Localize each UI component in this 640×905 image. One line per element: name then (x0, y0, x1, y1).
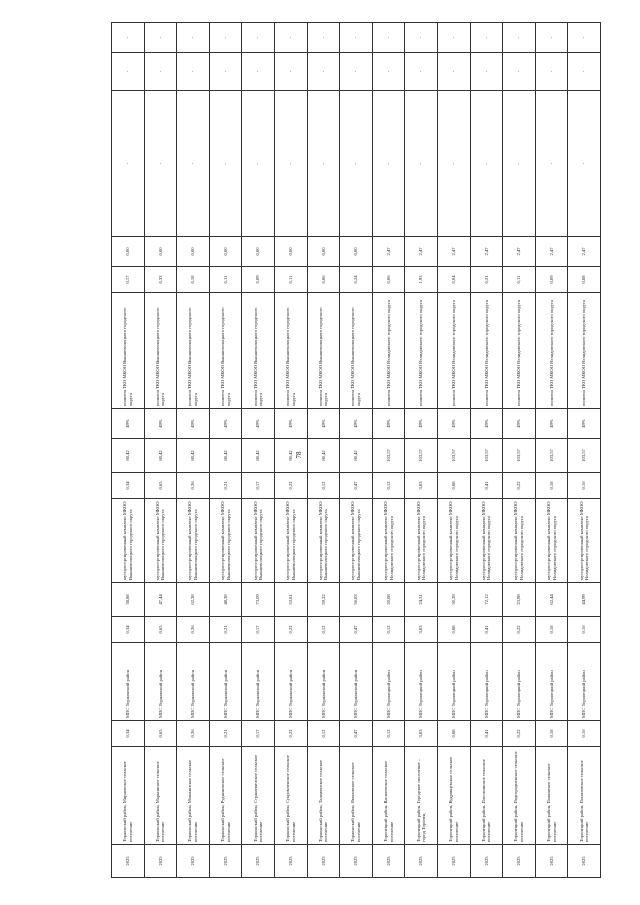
cell-sorting-facility: мусоросортировочный комплекс МКОО Нелидовского городского округа (503, 499, 536, 583)
cell-sorting-facility: мусоросортировочный комплекс МКОО Вышневолоцкого городского округа (209, 499, 242, 583)
cell-landfill-facility: полигон ТКО МКОО Вышневолоцкого городского округа (340, 293, 373, 409)
cell-sorted-volume: 0,12 (307, 473, 340, 499)
cell-distance-to-landfill: 103,57 (535, 439, 568, 473)
cell-transferred-volume: 0,22 (274, 617, 307, 643)
cell-sorting-facility: мусоросортировочный комплекс МКОО Вышневолоцкого городского округа (177, 499, 210, 583)
cell-distance-remaining: 0,00 (242, 237, 275, 267)
cell-landfilled-volume: 0,04 (437, 267, 470, 293)
cell-sorted-volume: 0,41 (470, 473, 503, 499)
cell-sorting-facility: мусоросортировочный комплекс МКОО Нелидовского городского округа (405, 499, 438, 583)
cell-distance-remaining: 0,00 (177, 237, 210, 267)
cell-distance-to-landfill: 103,57 (405, 439, 438, 473)
cell-other-facility: - (503, 91, 536, 237)
cell-share-landfilled: 49% (405, 409, 438, 439)
cell-landfilled-volume: 0,33 (144, 267, 177, 293)
cell-distance-to-sorting: 53,81 (274, 583, 307, 617)
cell-landfill-facility: полигон ТКО МКОО Нелидовского городского округа (535, 293, 568, 409)
cell-landfilled-volume: 0,11 (274, 267, 307, 293)
table-row (405, 23, 438, 878)
cell-transfer-station: МПС Торжокский район (144, 643, 177, 721)
cell-other-facility: - (274, 91, 307, 237)
cell-other-volume: - (568, 53, 601, 91)
cell-other-volume: - (307, 53, 340, 91)
cell-distance-to-landfill: 80,42 (242, 439, 275, 473)
cell-sorting-facility: мусоросортировочный комплекс МКОО Вышневолоцкого городского округа (112, 499, 145, 583)
cell-transfer-station: МПС Торопецкий район (503, 643, 536, 721)
cell-year: 2025 (405, 845, 438, 878)
table-row (470, 23, 503, 878)
cell-share-landfilled: 49% (307, 409, 340, 439)
cell-settlement: Торжокский район, Яконовское сельское поселение (340, 747, 373, 845)
table-row (340, 23, 373, 878)
cell-distance-to-sorting: 50,28 (437, 583, 470, 617)
cell-distance-to-landfill: 80,42 (144, 439, 177, 473)
cell-landfill-facility: полигон ТКО МКОО Нелидовского городского округа (372, 293, 405, 409)
cell-other-volume: - (437, 53, 470, 91)
cell-other-volume: - (242, 53, 275, 91)
cell-landfilled-volume: 0,11 (503, 267, 536, 293)
cell-other-volume: - (535, 53, 568, 91)
cell-other-volume: - (372, 53, 405, 91)
table-row (568, 23, 601, 878)
table-row (372, 23, 405, 878)
cell-waste-volume: 0,22 (503, 721, 536, 747)
cell-other-facility: - (144, 91, 177, 237)
cell-transfer-station: МПС Торопецкий район (470, 643, 503, 721)
cell-other-share: - (437, 23, 470, 53)
cell-sorting-facility: мусоросортировочный комплекс МКОО Нелидовского городского округа (372, 499, 405, 583)
cell-year: 2025 (144, 845, 177, 878)
table-row (307, 23, 340, 878)
cell-sorted-volume: 0,47 (340, 473, 373, 499)
cell-waste-volume: 0,34 (112, 721, 145, 747)
cell-distance-remaining: 2,47 (535, 237, 568, 267)
cell-distance-remaining: 2,47 (568, 237, 601, 267)
cell-share-landfilled: 49% (177, 409, 210, 439)
cell-transferred-volume: 0,34 (112, 617, 145, 643)
cell-other-share: - (242, 23, 275, 53)
cell-waste-volume: 0,36 (177, 721, 210, 747)
cell-sorting-facility: мусоросортировочный комплекс МКОО Нелидовского городского округа (437, 499, 470, 583)
cell-other-volume: - (405, 53, 438, 91)
cell-distance-remaining: 0,00 (144, 237, 177, 267)
cell-other-volume: - (274, 53, 307, 91)
cell-waste-volume: 0,16 (568, 721, 601, 747)
cell-waste-volume: 0,47 (340, 721, 373, 747)
cell-distance-to-landfill: 103,57 (470, 439, 503, 473)
table-row (242, 23, 275, 878)
cell-transfer-station: МПС Торжокский район (274, 643, 307, 721)
table-row (177, 23, 210, 878)
cell-other-share: - (372, 23, 405, 53)
cell-transfer-station: МПС Торопецкий район (405, 643, 438, 721)
cell-other-volume: - (112, 53, 145, 91)
cell-distance-to-sorting: 73,09 (242, 583, 275, 617)
cell-settlement: Торжокский район, Мирновское сельское поселение (112, 747, 145, 845)
cell-other-share: - (405, 23, 438, 53)
cell-sorting-facility: мусоросортировочный комплекс МКОО Нелидовского городского округа (568, 499, 601, 583)
cell-transfer-station: МПС Торжокский район (209, 643, 242, 721)
cell-transferred-volume: 0,18 (535, 617, 568, 643)
cell-settlement: Торопецкий район, Понизовское сельское поселение (568, 747, 601, 845)
cell-landfilled-volume: 0,24 (340, 267, 373, 293)
cell-distance-to-sorting: 38,88 (112, 583, 145, 617)
cell-year: 2025 (112, 845, 145, 878)
cell-settlement: Торопецкий район, Плоскошское сельское поселение (470, 747, 503, 845)
cell-share-landfilled: 49% (503, 409, 536, 439)
cell-landfill-facility: полигон ТКО МКОО Нелидовского городского округа (405, 293, 438, 409)
cell-distance-remaining: 2,47 (503, 237, 536, 267)
cell-landfilled-volume: 0,06 (307, 267, 340, 293)
cell-other-volume: - (144, 53, 177, 91)
cell-other-volume: - (177, 53, 210, 91)
cell-settlement: Торжокский район, Таложенское сельское поселение (307, 747, 340, 845)
cell-distance-to-landfill: 80,42 (209, 439, 242, 473)
cell-year: 2025 (242, 845, 275, 878)
cell-share-landfilled: 49% (144, 409, 177, 439)
cell-distance-to-landfill: 80,42 (112, 439, 145, 473)
cell-other-volume: - (209, 53, 242, 91)
cell-landfilled-volume: 0,18 (177, 267, 210, 293)
cell-year: 2025 (437, 845, 470, 878)
cell-distance-remaining: 2,47 (437, 237, 470, 267)
cell-waste-volume: 3,83 (405, 721, 438, 747)
cell-landfill-facility: полигон ТКО МКОО Вышневолоцкого городского округа (209, 293, 242, 409)
cell-share-landfilled: 49% (372, 409, 405, 439)
cell-waste-volume: 0,18 (535, 721, 568, 747)
cell-transfer-station: МПС Торжокский район (340, 643, 373, 721)
cell-year: 2025 (177, 845, 210, 878)
cell-sorted-volume: 0,21 (209, 473, 242, 499)
cell-other-facility: - (568, 91, 601, 237)
cell-other-facility: - (242, 91, 275, 237)
cell-distance-to-sorting: 62,44 (535, 583, 568, 617)
waste-flow-table (111, 22, 601, 878)
cell-distance-to-sorting: 72,12 (470, 583, 503, 617)
cell-distance-remaining: 2,47 (470, 237, 503, 267)
cell-sorted-volume: 0,12 (372, 473, 405, 499)
cell-transferred-volume: 0,65 (144, 617, 177, 643)
cell-landfill-facility: полигон ТКО МКОО Нелидовского городского округа (503, 293, 536, 409)
cell-other-share: - (209, 23, 242, 53)
cell-year: 2025 (503, 845, 536, 878)
cell-other-volume: - (503, 53, 536, 91)
cell-settlement: Торжокский район, Сукромленское сельское поселение (274, 747, 307, 845)
cell-other-share: - (535, 23, 568, 53)
cell-transfer-station: МПС Торжокский район (112, 643, 145, 721)
cell-transfer-station: МПС Торопецкий район (437, 643, 470, 721)
cell-transfer-station: МПС Торжокский район (242, 643, 275, 721)
cell-sorted-volume: 3,83 (405, 473, 438, 499)
cell-year: 2025 (274, 845, 307, 878)
cell-transferred-volume: 0,47 (340, 617, 373, 643)
cell-sorted-volume: 0,36 (177, 473, 210, 499)
cell-transferred-volume: 0,12 (307, 617, 340, 643)
cell-share-landfilled: 49% (209, 409, 242, 439)
cell-waste-volume: 0,21 (209, 721, 242, 747)
cell-other-facility: - (405, 91, 438, 237)
cell-year: 2025 (307, 845, 340, 878)
table-row (144, 23, 177, 878)
cell-year: 2025 (470, 845, 503, 878)
cell-landfill-facility: полигон ТКО МКОО Вышневолоцкого городского округа (177, 293, 210, 409)
cell-other-share: - (307, 23, 340, 53)
cell-landfilled-volume: 0,06 (372, 267, 405, 293)
cell-transfer-station: МПС Торопецкий район (372, 643, 405, 721)
cell-settlement: Торжокский район, Страшевичское сельское поселение (242, 747, 275, 845)
cell-share-landfilled: 49% (437, 409, 470, 439)
cell-transfer-station: МПС Торжокский район (177, 643, 210, 721)
cell-settlement: Торопецкий район, Подгородненское сельское поселение (503, 747, 536, 845)
cell-distance-to-sorting: 48,38 (209, 583, 242, 617)
cell-other-volume: - (340, 53, 373, 91)
table-row (437, 23, 470, 878)
cell-settlement: Торжокский район, Марьинское сельское поселение (144, 747, 177, 845)
cell-other-facility: - (340, 91, 373, 237)
cell-sorted-volume: 0,08 (437, 473, 470, 499)
cell-landfill-facility: полигон ТКО МКОО Вышневолоцкого городского округа (112, 293, 145, 409)
cell-transferred-volume: 0,17 (242, 617, 275, 643)
cell-other-share: - (274, 23, 307, 53)
cell-sorted-volume: 0,17 (242, 473, 275, 499)
cell-sorting-facility: мусоросортировочный комплекс МКОО Вышневолоцкого городского округа (242, 499, 275, 583)
cell-settlement: Торжокский район, Рудниковское сельское поселение (209, 747, 242, 845)
cell-other-share: - (144, 23, 177, 53)
cell-sorting-facility: мусоросортировочный комплекс МКОО Вышневолоцкого городского округа (144, 499, 177, 583)
cell-share-landfilled: 49% (568, 409, 601, 439)
cell-other-facility: - (209, 91, 242, 237)
cell-transferred-volume: 0,08 (437, 617, 470, 643)
cell-settlement: Торопецкий район, Кудрявцевское сельское поселение (437, 747, 470, 845)
cell-distance-remaining: 0,00 (340, 237, 373, 267)
cell-waste-volume: 0,12 (307, 721, 340, 747)
cell-other-share: - (568, 23, 601, 53)
cell-other-share: - (177, 23, 210, 53)
cell-distance-to-landfill: 103,57 (437, 439, 470, 473)
cell-distance-to-landfill: 80,42 (307, 439, 340, 473)
table-row (112, 23, 145, 878)
cell-distance-remaining: 0,00 (112, 237, 145, 267)
cell-year: 2025 (535, 845, 568, 878)
cell-distance-to-sorting: 47,44 (144, 583, 177, 617)
cell-transferred-volume: 0,21 (209, 617, 242, 643)
cell-distance-to-sorting: 62,38 (177, 583, 210, 617)
cell-landfill-facility: полигон ТКО МКОО Вышневолоцкого городского округа (274, 293, 307, 409)
cell-sorting-facility: мусоросортировочный комплекс МКОО Вышневолоцкого городского округа (340, 499, 373, 583)
cell-transferred-volume: 3,83 (405, 617, 438, 643)
cell-transfer-station: МПС Торопецкий район (568, 643, 601, 721)
cell-sorted-volume: 0,22 (503, 473, 536, 499)
cell-share-landfilled: 49% (242, 409, 275, 439)
cell-share-landfilled: 49% (340, 409, 373, 439)
cell-distance-to-landfill: 80,42 (274, 439, 307, 473)
cell-landfilled-volume: 0,21 (470, 267, 503, 293)
cell-waste-volume: 0,08 (437, 721, 470, 747)
table-row (535, 23, 568, 878)
cell-landfilled-volume: 0,08 (568, 267, 601, 293)
cell-other-share: - (503, 23, 536, 53)
cell-share-landfilled: 49% (274, 409, 307, 439)
cell-year: 2025 (568, 845, 601, 878)
page-number: 78 (295, 451, 303, 459)
cell-waste-volume: 0,17 (242, 721, 275, 747)
cell-distance-to-landfill: 103,57 (372, 439, 405, 473)
cell-other-volume: - (470, 53, 503, 91)
cell-distance-remaining: 0,00 (209, 237, 242, 267)
cell-other-facility: - (177, 91, 210, 237)
cell-distance-to-landfill: 80,42 (177, 439, 210, 473)
cell-landfill-facility: полигон ТКО МКОО Нелидовского городского округа (437, 293, 470, 409)
cell-sorting-facility: мусоросортировочный комплекс МКОО Нелидовского городского округа (470, 499, 503, 583)
cell-share-landfilled: 49% (470, 409, 503, 439)
table-row (274, 23, 307, 878)
cell-sorted-volume: 0,34 (112, 473, 145, 499)
cell-landfilled-volume: 0,17 (112, 267, 145, 293)
rotated-table-area (111, 36, 601, 878)
cell-distance-remaining: 0,00 (307, 237, 340, 267)
cell-other-facility: - (437, 91, 470, 237)
cell-settlement: Торопецкий район, Городское поселение – город Торопец (405, 747, 438, 845)
cell-other-share: - (470, 23, 503, 53)
cell-waste-volume: 0,65 (144, 721, 177, 747)
cell-landfilled-volume: 0,11 (209, 267, 242, 293)
cell-landfill-facility: полигон ТКО МКОО Вышневолоцкого городского округа (307, 293, 340, 409)
cell-landfilled-volume: 1,93 (405, 267, 438, 293)
cell-transferred-volume: 0,22 (503, 617, 536, 643)
cell-settlement: Торопецкий район, Василевское сельское поселение (372, 747, 405, 845)
cell-distance-to-sorting: 59,22 (307, 583, 340, 617)
cell-transferred-volume: 0,16 (568, 617, 601, 643)
cell-waste-volume: 0,12 (372, 721, 405, 747)
cell-sorted-volume: 0,16 (568, 473, 601, 499)
cell-distance-remaining: 2,47 (405, 237, 438, 267)
cell-transferred-volume: 0,41 (470, 617, 503, 643)
cell-sorting-facility: мусоросортировочный комплекс МКОО Вышневолоцкого городского округа (274, 499, 307, 583)
cell-sorted-volume: 0,18 (535, 473, 568, 499)
cell-distance-to-landfill: 80,42 (340, 439, 373, 473)
cell-distance-remaining: 2,47 (372, 237, 405, 267)
cell-other-share: - (340, 23, 373, 53)
cell-transferred-volume: 0,36 (177, 617, 210, 643)
cell-other-facility: - (307, 91, 340, 237)
cell-landfilled-volume: 0,09 (535, 267, 568, 293)
cell-share-landfilled: 49% (535, 409, 568, 439)
cell-transfer-station: МПС Торжокский район (307, 643, 340, 721)
cell-other-facility: - (372, 91, 405, 237)
cell-settlement: Торжокский район, Мошкинское сельское поселение (177, 747, 210, 845)
cell-sorting-facility: мусоросортировочный комплекс МКОО Вышневолоцкого городского округа (307, 499, 340, 583)
cell-share-landfilled: 49% (112, 409, 145, 439)
cell-year: 2025 (372, 845, 405, 878)
cell-sorted-volume: 0,65 (144, 473, 177, 499)
cell-distance-to-sorting: 44,99 (568, 583, 601, 617)
cell-landfill-facility: полигон ТКО МКОО Вышневолоцкого городского округа (144, 293, 177, 409)
cell-distance-to-landfill: 103,57 (503, 439, 536, 473)
cell-landfilled-volume: 0,09 (242, 267, 275, 293)
cell-distance-to-landfill: 103,57 (568, 439, 601, 473)
cell-other-facility: - (535, 91, 568, 237)
cell-landfill-facility: полигон ТКО МКОО Нелидовского городского округа (470, 293, 503, 409)
cell-waste-volume: 0,22 (274, 721, 307, 747)
cell-distance-to-sorting: 20,08 (372, 583, 405, 617)
cell-landfill-facility: полигон ТКО МКОО Вышневолоцкого городского округа (242, 293, 275, 409)
cell-transfer-station: МПС Торопецкий район (535, 643, 568, 721)
cell-other-facility: - (470, 91, 503, 237)
cell-sorting-facility: мусоросортировочный комплекс МКОО Нелидовского городского округа (535, 499, 568, 583)
table-row (209, 23, 242, 878)
cell-distance-to-sorting: 56,83 (340, 583, 373, 617)
cell-settlement: Торопецкий район, Пожинское сельское поселение (535, 747, 568, 845)
cell-distance-remaining: 0,00 (274, 237, 307, 267)
cell-transferred-volume: 0,12 (372, 617, 405, 643)
cell-sorted-volume: 0,22 (274, 473, 307, 499)
cell-distance-to-sorting: 24,31 (405, 583, 438, 617)
cell-year: 2025 (340, 845, 373, 878)
table-rotator (111, 36, 601, 878)
cell-distance-to-sorting: 23,98 (503, 583, 536, 617)
cell-year: 2025 (209, 845, 242, 878)
cell-other-facility: - (112, 91, 145, 237)
cell-other-share: - (112, 23, 145, 53)
table-row (503, 23, 536, 878)
cell-waste-volume: 0,41 (470, 721, 503, 747)
cell-landfill-facility: полигон ТКО МКОО Нелидовского городского округа (568, 293, 601, 409)
